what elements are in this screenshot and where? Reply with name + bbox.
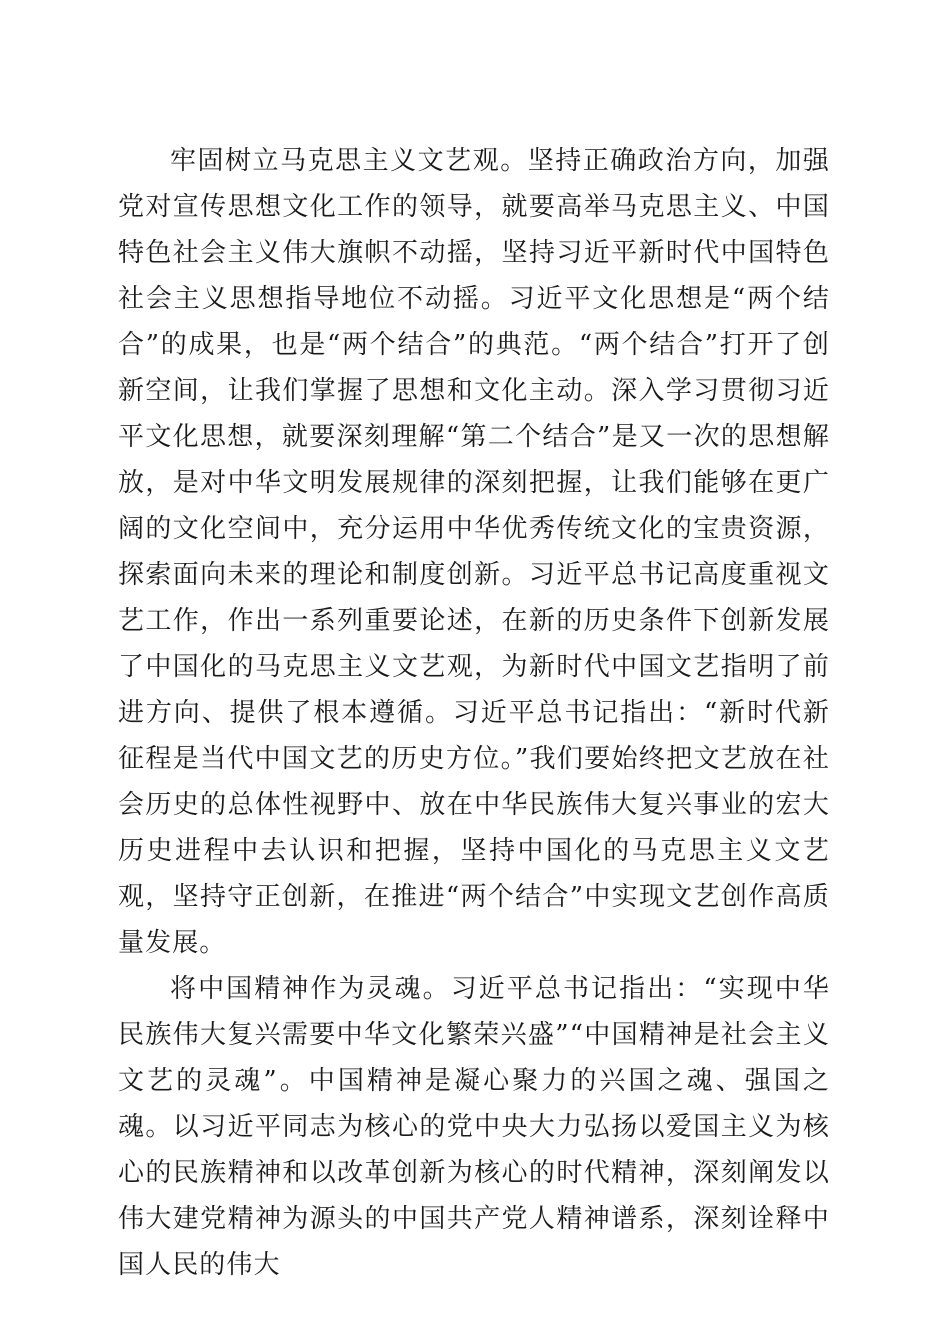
- document-body: [118, 138, 830, 1288]
- paragraph-chinese-spirit: 将中国精神作为灵魂。习近平总书记指出：“实现中华民族伟大复兴需要中华文化繁荣兴盛”“中国精神是社会主义文艺的灵魂”。中国精神是凝心聚力的兴国之魂、强国之魂。以习近平同志为核心的党中央大力弘扬以爱国主义为核心的民族精神和以改革创新为核心的时代精神，深刻阐发以伟大建党精神为源头的中国共产党人精神谱系，深刻诠释中国人民的伟大: [118, 974, 830, 1280]
- paragraph-marxist-literary-view: 牢固树立马克思主义文艺观。坚持正确政治方向，加强党对宣传思想文化工作的领导，就要高举马克思主义、中国特色社会主义伟大旗帜不动摇，坚持习近平新时代中国特色社会主义思想指导地位不动摇。习近平文化思想是“两个结合”的成果，也是“两个结合”的典范。“两个结合”打开了创新空间，让我们掌握了思想和文化主动。深入学习贯彻习近平文化思想，就要深刻理解“第二个结合”是又一次的思想解放，是对中华文明发展规律的深刻把握，让我们能够在更广阔的文化空间中，充分运用中华优秀传统文化的宝贵资源，探索面向未来的理论和制度创新。习近平总书记高度重视文艺工作，作出一系列重要论述，在新的历史条件下创新发展了中国化的马克思主义文艺观，为新时代中国文艺指明了前进方向、提供了根本遵循。习近平总书记指出：“新时代新征程是当代中国文艺的历史方位。”我们要始终把文艺放在社会历史的总体性视野中、放在中华民族伟大复兴事业的宏大历史进程中去认识和把握，坚持中国化的马克思主义文艺观，坚持守正创新，在推进“两个结合”中实现文艺创作高质量发展。: [118, 146, 830, 958]
